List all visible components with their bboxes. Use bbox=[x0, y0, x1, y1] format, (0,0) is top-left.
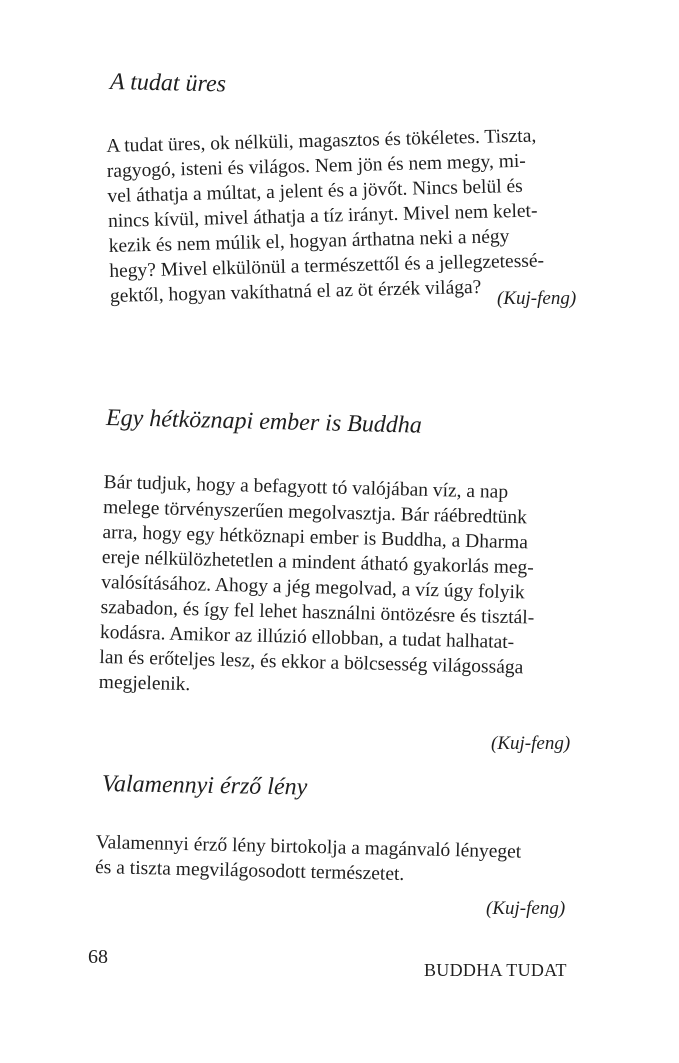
body-line: és a tiszta megvilágosodott természetet. bbox=[94, 856, 405, 886]
body-line: Bár tudjuk, hogy a befagyott tó valójában víz, a nap bbox=[103, 471, 509, 503]
section-body bbox=[99, 470, 594, 707]
body-line: melege törvényszerűen megolvasztja. Bár ráébredtünk bbox=[102, 496, 528, 529]
section-valamennyi-erzo-leny bbox=[101, 770, 592, 801]
section-a-tudat-ures bbox=[110, 68, 600, 96]
section-title: Valamennyi érző lény bbox=[101, 771, 308, 801]
body-line: kezik és nem múlik el, hogyan árthatna neki a négy bbox=[108, 226, 510, 257]
body-line: szabadon, és így fel lehet használni öntözésre és tisztál- bbox=[100, 596, 535, 629]
attribution: (Kuj-feng) bbox=[491, 733, 571, 754]
body-line: A tudat üres, ok nélküli, magasztos és tökéletes. Tiszta, bbox=[106, 125, 537, 157]
attribution: (Kuj-feng) bbox=[486, 898, 566, 919]
body-line: ereje nélkülözhetetlen a mindent átható gyakorlás meg- bbox=[101, 546, 535, 579]
body-line: vel áthatja a múltat, a jelent és a jövőt. Nincs belül és bbox=[107, 175, 523, 207]
body-line: gektől, hogyan vakíthatná el az öt érzék világa? bbox=[109, 276, 482, 307]
section-body bbox=[95, 830, 586, 891]
attribution: (Kuj-feng) bbox=[497, 288, 577, 309]
body-line: arra, hogy egy hétköznapi ember is Buddha, a Dharma bbox=[102, 521, 529, 554]
body-line: megjelenik. bbox=[98, 671, 191, 696]
section-body bbox=[106, 122, 600, 309]
page-number: 68 bbox=[88, 946, 108, 968]
body-line: nincs kívül, mivel áthatja a tíz irányt. Mivel nem kelet- bbox=[107, 200, 538, 232]
body-line: lan és erőteljes lesz, és ekkor a bölcsesség világossága bbox=[99, 646, 524, 679]
section-egy-hetkoznapi-ember bbox=[105, 404, 596, 439]
body-line: hegy? Mivel elkülönül a természettől és a jellegzetessé- bbox=[109, 250, 545, 282]
body-line: ragyogó, isteni és világos. Nem jön és nem megy, mi- bbox=[106, 150, 527, 182]
section-title: A tudat üres bbox=[109, 69, 227, 98]
section-title: Egy hétköznapi ember is Buddha bbox=[105, 405, 423, 439]
body-line: kodásra. Amikor az illúzió ellobban, a tudat halhatat- bbox=[99, 621, 515, 654]
body-line: Valamennyi érző lény birtokolja a magánvaló lényeget bbox=[95, 831, 522, 863]
body-line: valósításához. Ahogy a jég megolvad, a víz úgy folyik bbox=[100, 571, 525, 604]
running-head: BUDDHA TUDAT bbox=[424, 960, 567, 980]
